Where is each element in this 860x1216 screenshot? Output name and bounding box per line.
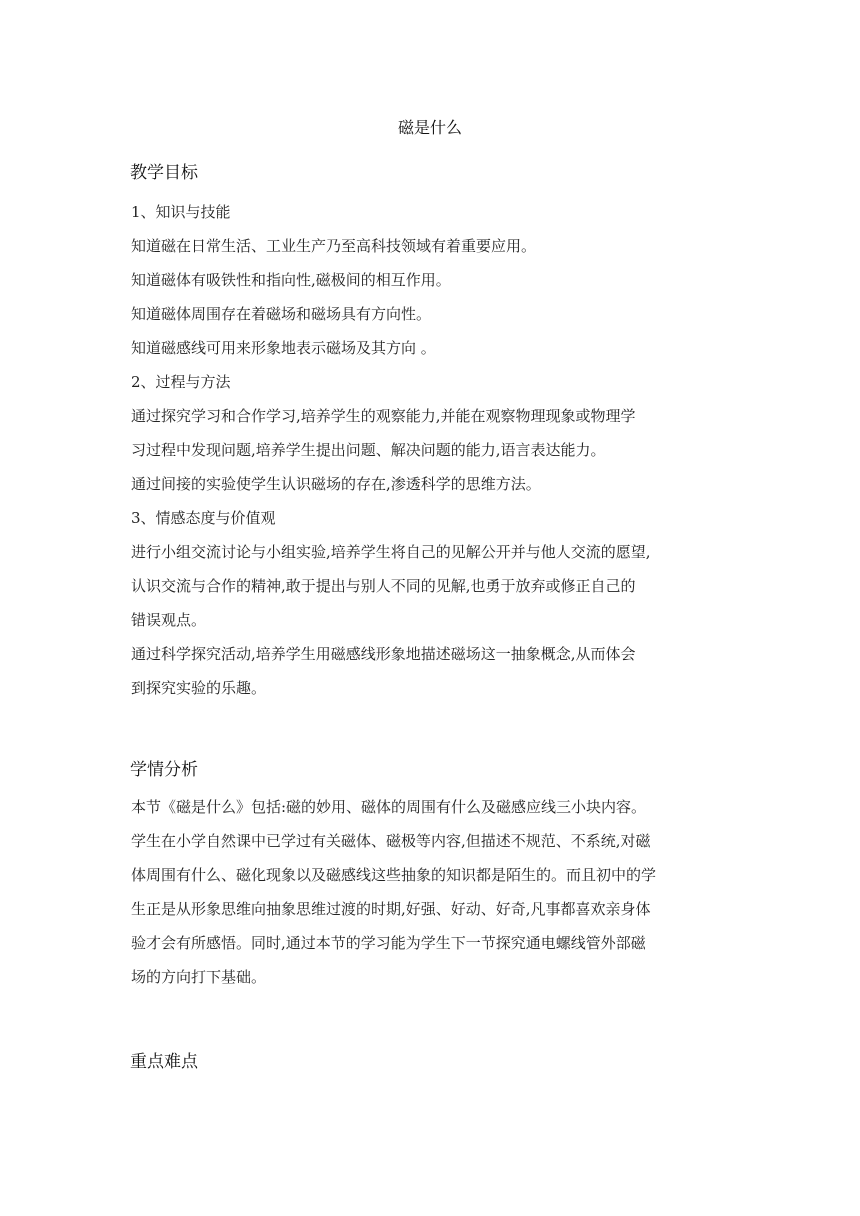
text-line: 知道磁在日常生活、工业生产乃至高科技领域有着重要应用。 — [131, 237, 537, 255]
section-heading-key-points: 重点难点 — [130, 1052, 198, 1072]
text-line: 验才会有所感悟。同时,通过本节的学习能为学生下一节探究通电螺线管外部磁 — [131, 934, 646, 952]
text-line: 错误观点。 — [131, 611, 207, 629]
text-line: 生正是从形象思维向抽象思维过渡的时期,好强、好动、好奇,凡事都喜欢亲身体 — [131, 900, 651, 918]
text-line: 通过探究学习和合作学习,培养学生的观察能力,并能在观察物理现象或物理学 — [131, 407, 636, 425]
text-line: 知道磁体有吸铁性和指向性,磁极间的相互作用。 — [131, 271, 451, 289]
objectives-body — [131, 195, 731, 705]
text-line: 认识交流与合作的精神,敢于提出与别人不同的见解,也勇于放弃或修正自己的 — [131, 577, 636, 595]
section-heading-objectives: 教学目标 — [130, 163, 198, 183]
subheading-knowledge-skills: 1、知识与技能 — [131, 203, 231, 221]
analysis-body — [131, 790, 731, 994]
section-heading-analysis: 学情分析 — [130, 760, 198, 780]
text-line: 到探究实验的乐趣。 — [131, 679, 267, 697]
text-line: 通过间接的实验使学生认识磁场的存在,渗透科学的思维方法。 — [131, 475, 541, 493]
document-title: 磁是什么 — [397, 118, 462, 137]
text-line: 知道磁体周围存在着磁场和磁场具有方向性。 — [131, 305, 432, 323]
subheading-attitudes-values: 3、情感态度与价值观 — [131, 509, 276, 527]
text-line: 习过程中发现问题,培养学生提出问题、解决问题的能力,语言表达能力。 — [131, 441, 606, 459]
text-line: 知道磁感线可用来形象地表示磁场及其方向 。 — [131, 339, 436, 357]
text-line: 本节《磁是什么》包括:磁的妙用、磁体的周围有什么及磁感应线三小块内容。 — [131, 798, 647, 816]
text-line: 学生在小学自然课中已学过有关磁体、磁极等内容,但描述不规范、不系统,对磁 — [131, 832, 651, 850]
text-line: 体周围有什么、磁化现象以及磁感线这些抽象的知识都是陌生的。而且初中的学 — [131, 866, 657, 884]
subheading-process-methods: 2、过程与方法 — [131, 373, 231, 391]
text-line: 通过科学探究活动,培养学生用磁感线形象地描述磁场这一抽象概念,从而体会 — [131, 645, 636, 663]
text-line: 场的方向打下基础。 — [131, 968, 267, 986]
text-line: 进行小组交流讨论与小组实验,培养学生将自己的见解公开并与他人交流的愿望, — [131, 543, 651, 561]
